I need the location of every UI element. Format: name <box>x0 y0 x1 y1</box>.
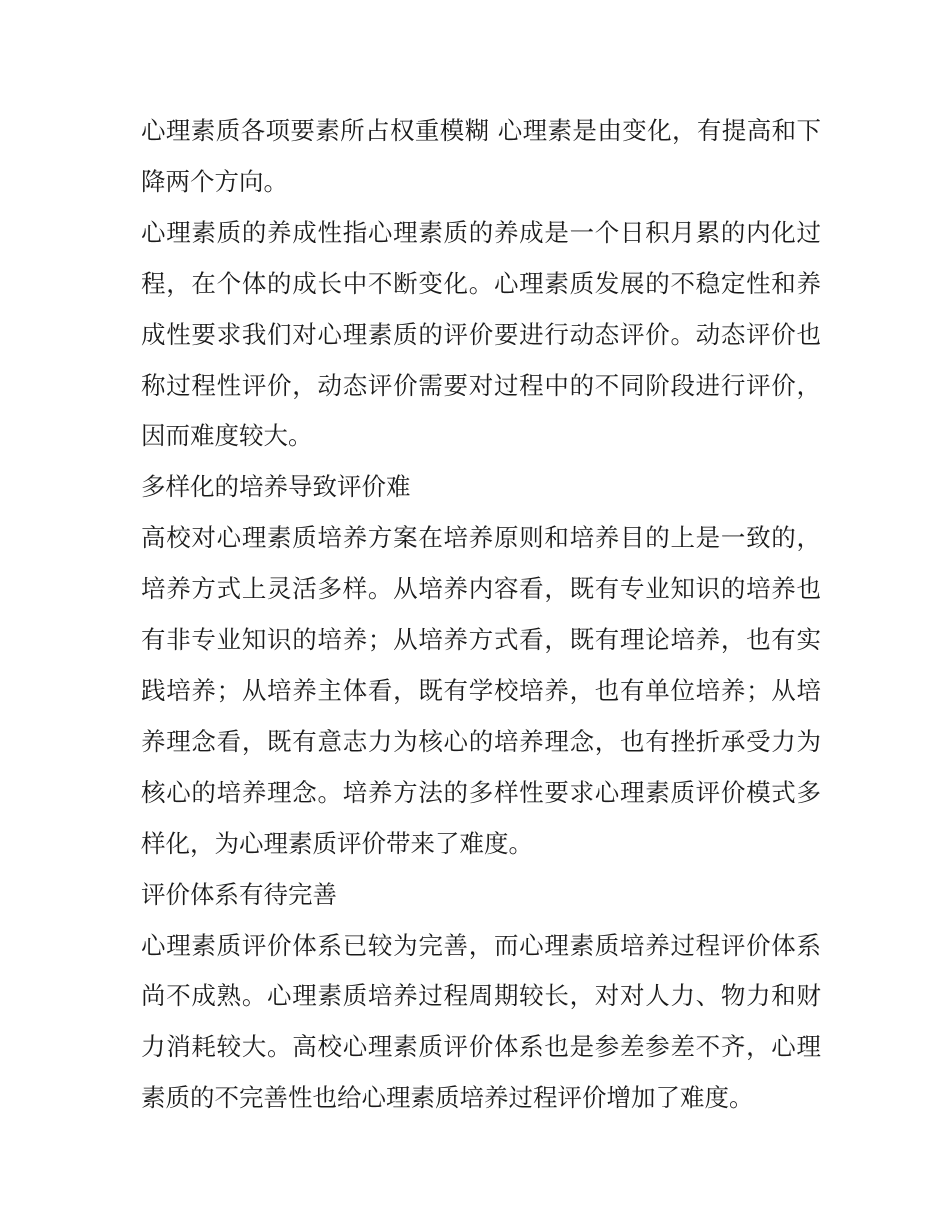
heading-evaluation-system: 评价体系有待完善 <box>141 879 337 909</box>
paragraph-diverse-cultivation: 高校对心理素质培养方案在培养原则和培养目的上是一致的，培养方式上灵活多样。从培养内容看，既有专业知识的培养也有非专业知识的培养；从培养方式看，既有理论培养，也有实践培养；从培养主体看，既有学校培养，也有单位培养；从培养理念看，既有意志力为核心的培养理念，也有挫折承受力为核心的培养理念。培养方法的多样性要求心理素质评价模式多样化，为心理素质评价带来了难度。 <box>141 523 821 858</box>
paragraph-evaluation-system: 心理素质评价体系已较为完善，而心理素质培养过程评价体系尚不成熟。心理素质培养过程周期较长，对对人力、物力和财力消耗较大。高校心理素质评价体系也是参差参差不齐，心理素质的不完善性也给心理素质培养过程评价增加了难度。 <box>141 930 821 1113</box>
document-body <box>141 106 821 1124</box>
heading-diverse-cultivation: 多样化的培养导致评价难 <box>141 472 411 502</box>
paragraph-weight-ambiguity: 心理素质各项要素所占权重模糊 心理素是由变化，有提高和下降两个方向。 <box>141 116 821 196</box>
paragraph-cultivation-nature: 心理素质的养成性指心理素质的养成是一个日积月累的内化过程，在个体的成长中不断变化。心理素质发展的不稳定性和养成性要求我们对心理素质的评价要进行动态评价。动态评价也称过程性评价，动态评价需要对过程中的不同阶段进行评价，因而难度较大。 <box>141 217 821 451</box>
